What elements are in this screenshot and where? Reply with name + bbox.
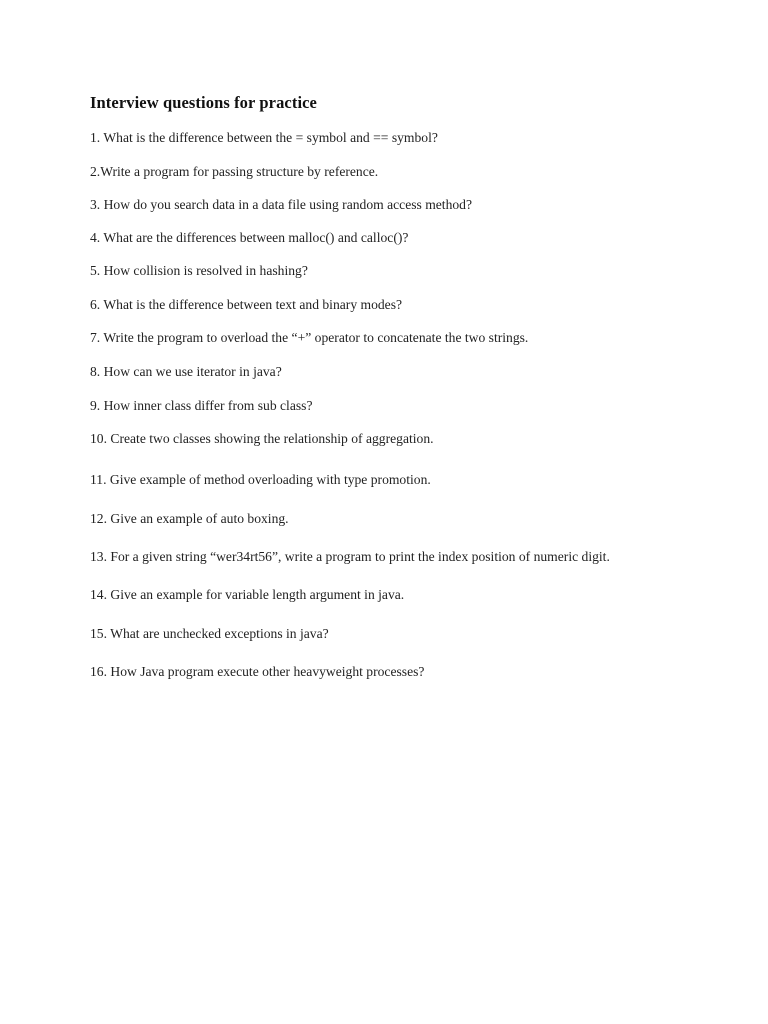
question-5: 5. How collision is resolved in hashing? xyxy=(90,263,308,278)
question-8: 8. How can we use iterator in java? xyxy=(90,364,282,379)
question-14: 14. Give an example for variable length argument in java. xyxy=(90,587,405,602)
question-7: 7. Write the program to overload the “+” operator to concatenate the two strings. xyxy=(90,330,529,345)
question-13: 13. For a given string “wer34rt56”, write a program to print the index position of numeric digit. xyxy=(90,549,610,564)
question-16: 16. How Java program execute other heavyweight processes? xyxy=(90,664,425,679)
question-10: 10. Create two classes showing the relationship of aggregation. xyxy=(90,431,434,446)
question-4: 4. What are the differences between malloc() and calloc()? xyxy=(90,230,409,245)
question-11: 11. Give example of method overloading with type promotion. xyxy=(90,472,431,487)
page-title: Interview questions for practice xyxy=(90,93,317,112)
question-2: 2.Write a program for passing structure by reference. xyxy=(90,164,379,179)
question-15: 15. What are unchecked exceptions in java? xyxy=(90,626,329,641)
question-6: 6. What is the difference between text and binary modes? xyxy=(90,297,403,312)
question-12: 12. Give an example of auto boxing. xyxy=(90,511,289,526)
question-9: 9. How inner class differ from sub class? xyxy=(90,398,313,413)
question-3: 3. How do you search data in a data file using random access method? xyxy=(90,197,473,212)
question-1: 1. What is the difference between the = symbol and == symbol? xyxy=(90,130,438,145)
